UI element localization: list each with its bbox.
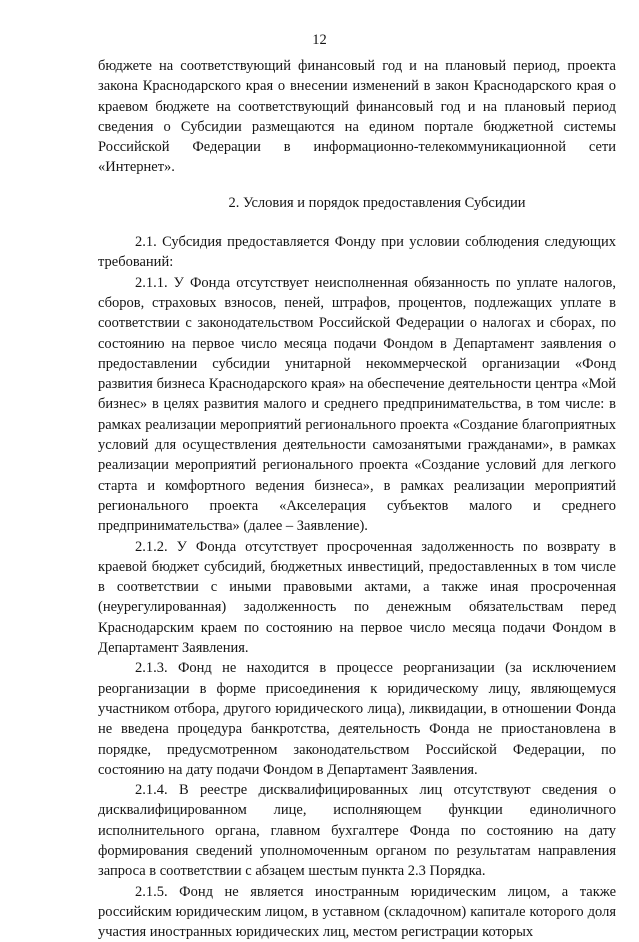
paragraph-budget-continuation: бюджете на соответствующий финансовый год и на плановый период, проекта закона Краснодарского края о внесении изменений в закон Краснодарского края о краевом бюджете на соответствующий финансовый год и на плановый период сведения о Субсидии размещаются на едином портале бюджетной системы Российской Федерации в информационно-телекоммуникационной сети «Интернет».: [98, 58, 616, 176]
document-body: [98, 56, 616, 942]
paragraph-2-1-5: 2.1.5. Фонд не является иностранным юридическим лицом, а также российским юридическим лицом, в уставном (складочном) капитале которого доля участия иностранных юридических лиц, местом регистрации которых: [98, 883, 616, 941]
paragraph-2-1-4: 2.1.4. В реестре дисквалифицированных лиц отсутствуют сведения о дисквалифицированном лице, исполняющем функции единоличного исполнительного органа, главном бухгалтере Фонда по состоянию на дату формирования сведений уполномоченным органом по результатам направления запроса в соответствии с абзацем шестым пункта 2.3 Порядка.: [98, 782, 616, 880]
paragraph-2-1: 2.1. Субсидия предоставляется Фонду при условии соблюдения следующих требований:: [98, 234, 616, 271]
paragraph-2-1-2: 2.1.2. У Фонда отсутствует просроченная задолженность по возврату в краевой бюджет субсидий, бюджетных инвестиций, предоставленных в том числе в соответствии с иными правовыми актами, а также иная просроченная (неурегулированная) задолженность по денежным обязательствам перед Краснодарским краем по состоянию на первое число месяца подачи Фондом в Департамент Заявления.: [98, 538, 616, 657]
paragraph-2-1-1: 2.1.1. У Фонда отсутствует неисполненная обязанность по уплате налогов, сборов, страховых взносов, пеней, штрафов, процентов, подлежащих уплате в соответствии с законодательством Российской Федерации о налогах и сборах, по состоянию на первое число месяца подачи Фондом в Департамент заявления о предоставлении субсидии унитарной некоммерческой организации «Фонд развития бизнеса Краснодарского края» на обеспечение деятельности центра «Мой бизнес» в целях развития малого и среднего предпринимательства, в том числе: в рамках реализации мероприятий регионального проекта «Создание благоприятных условий для осуществления деятельности самозанятыми гражданами», в рамках реализации мероприятий регионального проекта «Создание условий для легкого старта и комфортного ведения бизнеса», в рамках реализации мероприятий регионального проекта «Акселерация субъектов малого и среднего предпринимательства» (далее – Заявление).: [98, 274, 616, 535]
paragraph-2-1-3: 2.1.3. Фонд не находится в процессе реорганизации (за исключением реорганизации в форме присоединения к юридическому лицу, являющемуся участником отбора, другого юридического лица), ликвидации, в отношении Фонда не введена процедура банкротства, деятельность Фонда не приостановлена в порядке, предусмотренном законодательством Российской Федерации, по состоянию на дату подачи Фондом в Департамент Заявления.: [98, 660, 616, 778]
section-heading: 2. Условия и порядок предоставления Субсидии: [228, 194, 526, 211]
page-number: 12: [312, 32, 327, 48]
